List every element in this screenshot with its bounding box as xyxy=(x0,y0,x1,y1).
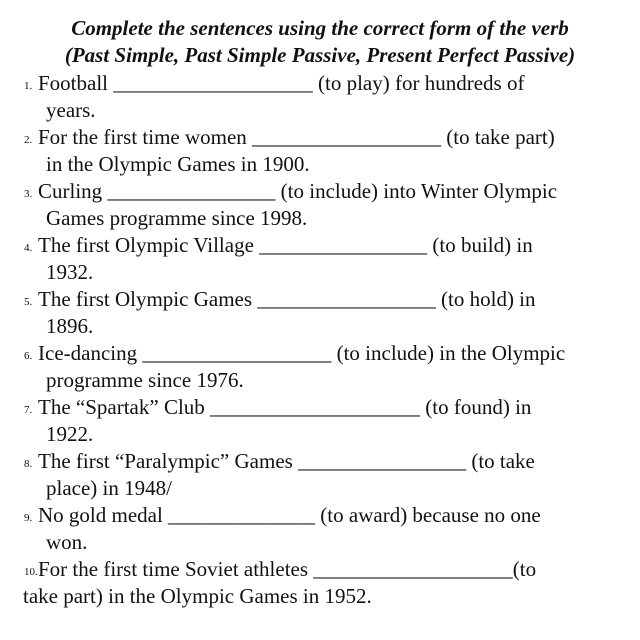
exercise-item-2 xyxy=(0,124,640,178)
item-number: 8. xyxy=(24,458,33,470)
item-number: 10. xyxy=(24,566,38,578)
exercise-item-4 xyxy=(0,232,640,286)
item-text-continued: 1932. xyxy=(46,260,94,284)
item-text: Curling ________________ (to include) into Winter Olympic xyxy=(38,179,558,203)
item-text: No gold medal ______________ (to award) because no one xyxy=(38,503,541,527)
exercise-item-3 xyxy=(0,178,640,232)
item-text-continued: Games programme since 1998. xyxy=(46,206,308,230)
item-text-continued: years. xyxy=(46,98,96,122)
item-number: 7. xyxy=(24,404,33,416)
exercise-item-7 xyxy=(0,394,640,448)
item-number: 3. xyxy=(24,188,33,200)
item-number: 9. xyxy=(24,512,33,524)
item-text-continued: programme since 1976. xyxy=(46,368,244,392)
item-number: 5. xyxy=(24,296,33,308)
item-text: The first “Paralympic” Games ________________ (to take xyxy=(38,449,535,473)
item-number: 2. xyxy=(24,134,33,146)
item-text: For the first time women __________________ (to take part) xyxy=(38,125,555,149)
item-text: Ice-dancing __________________ (to include) in the Olympic xyxy=(38,341,566,365)
exercise-item-1 xyxy=(0,70,640,124)
exercise-item-10 xyxy=(0,556,640,610)
item-number: 6. xyxy=(24,350,33,362)
item-text-continued: in the Olympic Games in 1900. xyxy=(46,152,310,176)
exercise-list xyxy=(0,70,640,610)
exercise-item-9 xyxy=(0,502,640,556)
item-text: Football ___________________ (to play) for hundreds of xyxy=(38,71,525,95)
item-text: For the first time Soviet athletes ___________________(to xyxy=(38,557,537,581)
exercise-item-6 xyxy=(0,340,640,394)
item-number: 4. xyxy=(24,242,33,254)
item-text-continued: place) in 1948/ xyxy=(46,476,172,500)
item-text: The first Olympic Village ________________ (to build) in xyxy=(38,233,533,257)
instructions-title-line-2: (Past Simple, Past Simple Passive, Present Perfect Passive) xyxy=(64,43,576,67)
item-text-continued: take part) in the Olympic Games in 1952. xyxy=(23,584,372,608)
item-text: The “Spartak” Club ____________________ (to found) in xyxy=(38,395,532,419)
item-text-continued: 1896. xyxy=(46,314,94,338)
instructions-title-line-1: Complete the sentences using the correct form of the verb xyxy=(71,16,569,40)
exercise-item-5 xyxy=(0,286,640,340)
item-text: The first Olympic Games _________________ (to hold) in xyxy=(38,287,536,311)
item-text-continued: won. xyxy=(46,530,88,554)
item-text-continued: 1922. xyxy=(46,422,94,446)
item-number: 1. xyxy=(24,80,33,92)
exercise-item-8 xyxy=(0,448,640,502)
instructions-title xyxy=(20,15,620,69)
